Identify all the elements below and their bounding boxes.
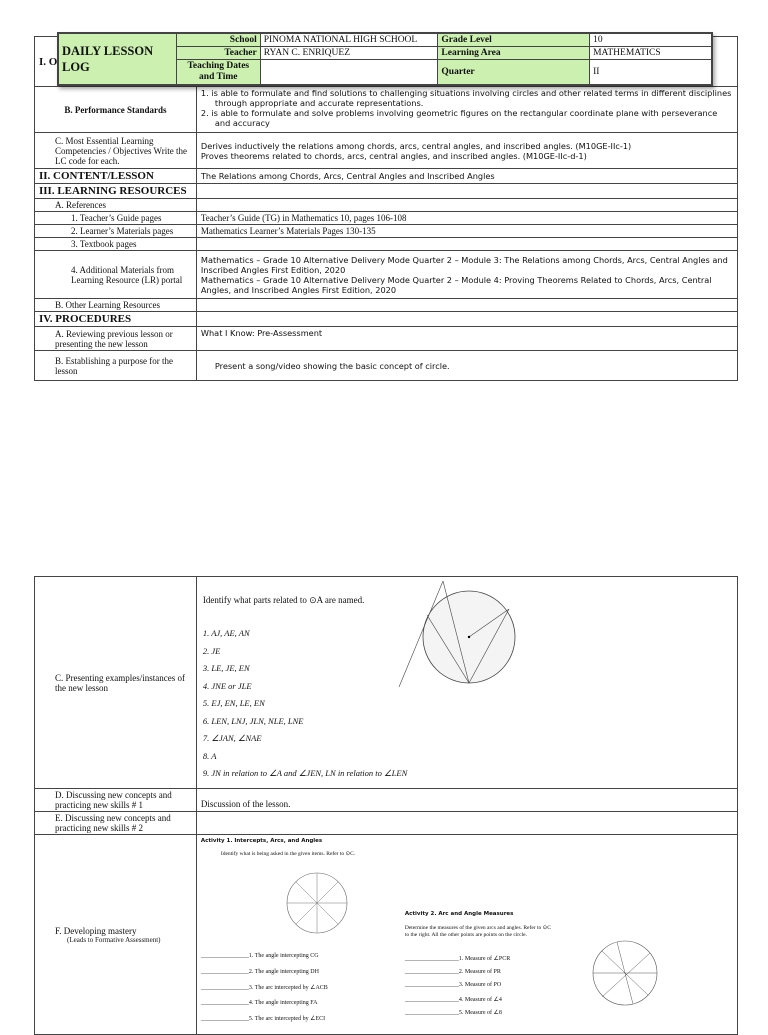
performance-standards-value xyxy=(196,87,737,133)
perf-item-1: 1. is able to formulate and find solutions to challenging situations involving circles and other related terms in different disciplines through appropriate and accurate representations. xyxy=(200,87,732,108)
resources-value xyxy=(196,184,737,199)
performance-standards-label: B. Performance Standards xyxy=(35,87,197,133)
lm-value: Mathematics Learner’s Materials Pages 130-135 xyxy=(196,225,737,238)
circle-c-diagram-2 xyxy=(575,921,675,1021)
act2-item-text: 1. Measure of ∠PCR xyxy=(458,956,511,962)
perf-item-2: 2. is able to formulate and solve problems involving geometric figures on the rectangular coordinate plane with perseverance and accuracy xyxy=(200,107,718,128)
references-label: A. References xyxy=(35,199,197,212)
lesson-log-table-2 xyxy=(34,576,738,1035)
quarter-value: II xyxy=(590,59,712,85)
purpose-value: Present a song/video showing the basic concept of circle. xyxy=(196,351,737,381)
presenting-content xyxy=(196,577,737,789)
purpose-label: B. Establishing a purpose for the lesson xyxy=(35,351,197,381)
procedures-value xyxy=(196,312,737,327)
lesson-log-table xyxy=(34,36,738,381)
act1-item-text: 4. The angle intercepting FA xyxy=(248,999,318,1006)
dll-title: DAILY LESSON LOG xyxy=(59,34,177,85)
header-box xyxy=(57,32,713,86)
review-value: What I Know: Pre-Assessment xyxy=(196,327,737,351)
activity-2-item: __________________3. Measure of PO xyxy=(404,982,502,988)
answer-item: 2. JE xyxy=(202,645,221,656)
discuss-2-value xyxy=(196,812,737,835)
activity-1-item: ________________2. The angle intercepting DH xyxy=(200,968,319,975)
circle-a-diagram xyxy=(387,579,527,697)
dev-mastery-content xyxy=(196,835,737,1035)
dev-mastery-label: F. Developing mastery xyxy=(55,925,137,936)
teacher-value: RYAN C. ENRIQUEZ xyxy=(260,46,438,59)
activity-2-item: __________________5. Measure of ∠8 xyxy=(404,1010,502,1016)
content-value: The Relations among Chords, Arcs, Central Angles and Inscribed Angles xyxy=(196,169,737,184)
activity-2-item: __________________2. Measure of PR xyxy=(404,968,501,975)
activity-1-instruction: Identify what is being asked in the given items. Refer to ⊙C. xyxy=(220,851,356,857)
presenting-label: C. Presenting examples/instances of the new lesson xyxy=(35,577,197,789)
school-value: PINOMA NATIONAL HIGH SCHOOL xyxy=(260,34,438,47)
act1-item-text: 5. The arc intercepted by ∠ECI xyxy=(248,1016,326,1022)
content-label: II. CONTENT/LESSON xyxy=(35,169,197,184)
identify-instruction: Identify what parts related to ⊙A are named. xyxy=(202,595,365,605)
act2-item-text: 4. Measure of ∠4 xyxy=(458,996,502,1003)
answer-item: 4. JNE or JLE xyxy=(202,680,252,691)
act2-item-text: 3. Measure of PO xyxy=(458,982,502,988)
area-label: Learning Area xyxy=(438,46,590,59)
act1-item-text: 1. The angle intercepting CG xyxy=(248,953,319,959)
dates-value xyxy=(260,59,438,85)
teacher-label: Teacher xyxy=(176,46,260,59)
grade-label: Grade Level xyxy=(438,34,590,47)
circle-c-diagram-1 xyxy=(267,863,367,945)
act1-item-text: 2. The angle intercepting DH xyxy=(248,968,319,975)
tg-value: Teacher’s Guide (TG) in Mathematics 10, pages 106-108 xyxy=(196,212,737,225)
school-label: School xyxy=(176,34,260,47)
other-resources-value xyxy=(196,299,737,312)
resources-label: III. LEARNING RESOURCES xyxy=(35,184,197,199)
answer-item: 9. JN in relation to ∠A and ∠JEN, LN in relation to ∠LEN xyxy=(202,768,408,778)
textbook-value xyxy=(196,238,737,251)
melc-value xyxy=(196,133,737,169)
answer-item: 8. A xyxy=(202,750,217,761)
answer-item: 6. LEN, LNJ, JLN, NLE, LNE xyxy=(202,715,304,726)
activity-1-items xyxy=(201,953,391,1031)
melc-label: C. Most Essential Learning Competencies / Objectives Write the LC code for each. xyxy=(35,133,197,169)
melc-1: Derives inductively the relations among chords, arcs, central angles, and inscribed angles. (M10GE-IIc-1) xyxy=(200,140,632,151)
procedures-label: IV. PROCEDURES xyxy=(35,312,197,327)
activity-1-item: ________________5. The arc intercepted by ∠ECI xyxy=(200,1016,326,1022)
answer-item: 1. AJ, AE, AN xyxy=(202,628,250,638)
discuss-2-label: E. Discussing new concepts and practicing new skills # 2 xyxy=(35,812,197,835)
additional-materials-label: 4. Additional Materials from Learning Resource (LR) portal xyxy=(35,251,197,299)
act2-item-text: 2. Measure of PR xyxy=(458,968,501,975)
tg-label: 1. Teacher’s Guide pages xyxy=(35,212,197,225)
melc-2: Proves theorems related to chords, arcs, central angles, and inscribed angles. (M10GE-IIc-d-1) xyxy=(200,150,587,161)
activity-2-item: __________________1. Measure of ∠PCR xyxy=(404,956,511,962)
answer-item: 7. ∠JAN, ∠NAE xyxy=(202,733,262,743)
act1-item-text: 3. The arc intercepted by ∠ACB xyxy=(248,985,328,991)
additional-2: Mathematics – Grade 10 Alternative Delivery Mode Quarter 2 – Module 4: Proving Theorems Related to Chords, Arcs, Central Angles, and Inscribed Angles First Edition, 2020 xyxy=(200,274,712,295)
activity-1-item: ________________1. The angle intercepting CG xyxy=(200,953,319,959)
answer-list xyxy=(202,625,408,783)
dev-mastery-sub: (Leads to Formative Assessment) xyxy=(67,935,161,944)
activity-1-item: ________________3. The arc intercepted by ∠ACB xyxy=(200,985,328,991)
grade-value: 10 xyxy=(590,34,712,47)
activity-2-title: Activity 2. Arc and Angle Measures xyxy=(404,911,514,917)
act2-item-text: 5. Measure of ∠8 xyxy=(458,1010,502,1016)
discuss-1-value: Discussion of the lesson. xyxy=(196,789,737,812)
lm-label: 2. Learner’s Materials pages xyxy=(35,225,197,238)
activity-2-items xyxy=(405,955,555,1023)
activity-1-title: Activity 1. Intercepts, Arcs, and Angles xyxy=(200,838,323,844)
activity-2-instruction: Determine the measures of the given arcs and angles. Refer to ⊙C to the right. All the other points are points on the circle. xyxy=(404,925,551,938)
references-value xyxy=(196,199,737,212)
additional-materials-value xyxy=(196,251,737,299)
answer-item: 5. EJ, EN, LE, EN xyxy=(202,698,265,708)
dates-label: Teaching Dates and Time xyxy=(176,59,260,85)
other-resources-label: B. Other Learning Resources xyxy=(35,299,197,312)
objectives-label: I. O xyxy=(39,55,58,68)
activity-1-item: ________________4. The angle intercepting FA xyxy=(200,999,318,1006)
additional-1: Mathematics – Grade 10 Alternative Delivery Mode Quarter 2 – Module 3: The Relations among Chords, Arcs, Central Angles and Inscribed Angles First Edition, 2020 xyxy=(200,254,728,275)
area-value: MATHEMATICS xyxy=(590,46,712,59)
textbook-label: 3. Textbook pages xyxy=(35,238,197,251)
quarter-label: Quarter xyxy=(438,59,590,85)
activity-2-item: __________________4. Measure of ∠4 xyxy=(404,996,502,1003)
answer-item: 3. LE, JE, EN xyxy=(202,663,250,673)
discuss-1-label: D. Discussing new concepts and practicing new skills # 1 xyxy=(35,789,197,812)
review-label: A. Reviewing previous lesson or presenting the new lesson xyxy=(35,327,197,351)
dev-mastery-cell xyxy=(35,835,197,1035)
